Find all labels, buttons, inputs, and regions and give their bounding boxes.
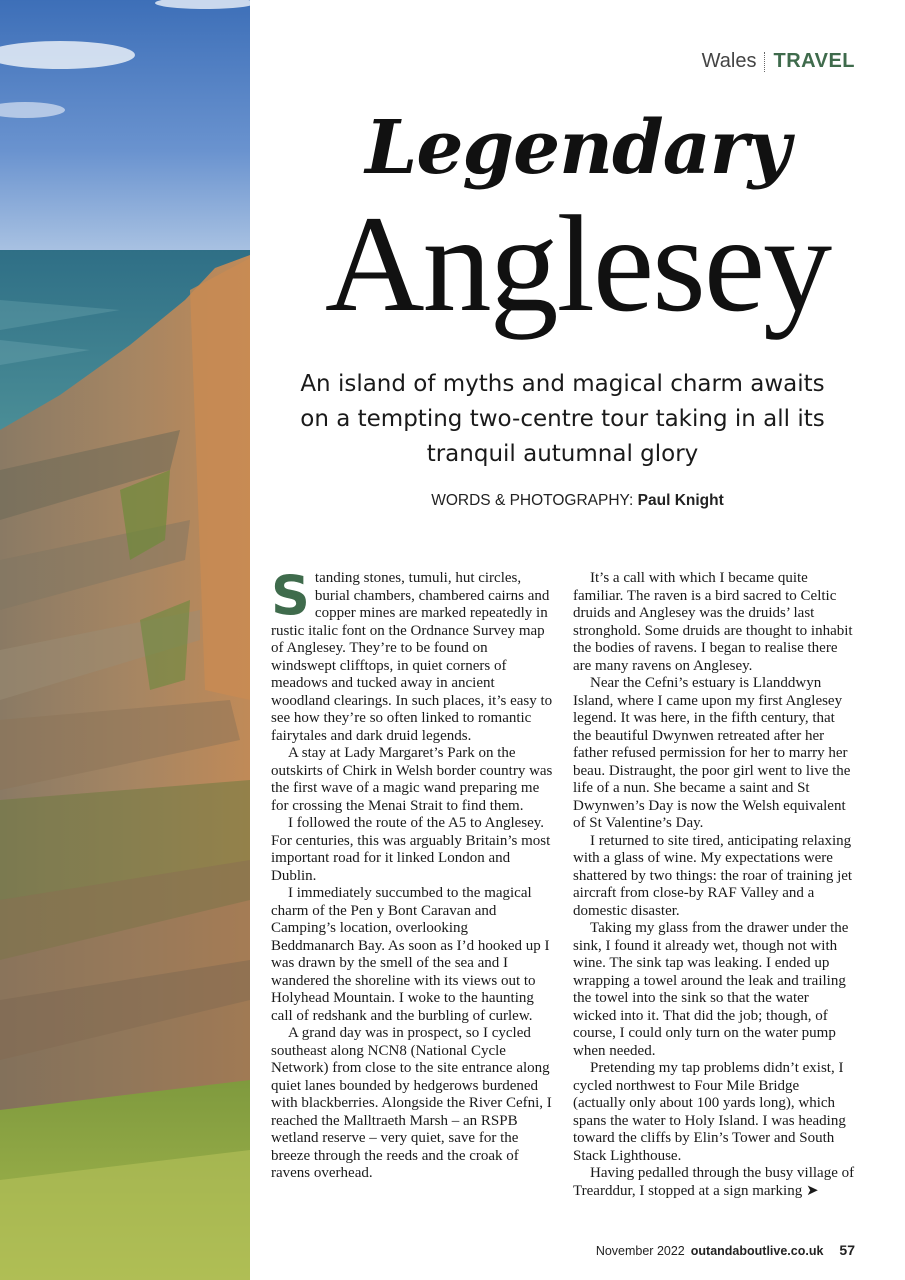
body-paragraph: Pretending my tap problems didn’t exist, I cycled northwest to Four Mile Bridge (actually only about 100 yards long), which spans the water to Holy Island. I was heading toward the cliffs by Elin’s Tower and South Stack Lighthouse. [573, 1060, 846, 1164]
body-paragraph: It’s a call with which I became quite familiar. The raven is a bird sacred to Celtic druids and Anglesey was the druids’ last stronghold. Some druids are thought to inhabit the bodies of ravens. I began to realise there are many ravens on Anglesey. [573, 570, 853, 674]
section-tag [702, 50, 855, 73]
body-paragraph: Standing stones, tumuli, hut circles, burial chambers, chambered cairns and copper mines are marked repeatedly in rustic italic font on the Ordnance Survey map of Anglesey. They’re to be found on windswept clifftops, in quiet corners of meadows and tucked away in ancient woodland clearings. In such places, it’s easy to see how they’re so often linked to romantic fairytales and dark druid legends. [271, 564, 553, 744]
byline [250, 492, 905, 510]
standfirst: An island of myths and magical charm awaits on a tempting two-centre tour taking in all its tranquil autumnal glory [300, 371, 825, 467]
body-paragraph: Near the Cefni’s estuary is Llanddwyn Island, where I came upon my first Anglesey legend. It was here, in the fifth century, that the beautiful Dwynwen retreated after her father refused permission for her to marry her beau. Distraught, the poor girl went to live the life of a nun. She became a saint and St Dwynwen’s Day is now the Welsh equivalent of St Valentine’s Day. [573, 675, 851, 831]
cover-photo-cliffs [0, 0, 250, 1280]
page-footer [596, 1242, 855, 1258]
body-paragraph: I immediately succumbed to the magical charm of the Pen y Bont Caravan and Camping’s location, overlooking Beddmanarch Bay. As soon as I’d hooked up I was drawn by the smell of the sea and I wandered the shoreline with its views out to Holyhead Mountain. I woke to the haunting call of redshank and the burbling of curlew. [271, 885, 550, 1024]
headline-kicker: Legendary [365, 105, 790, 191]
section-label: TRAVEL [773, 50, 855, 72]
body-paragraph: I followed the route of the A5 to Anglesey. For centuries, this was arguably Britain’s most important road for it linked London and Dublin. [271, 815, 551, 884]
body-paragraph: Having pedalled through the busy village of Trearddur, I stopped at a sign marking ➤ [573, 1165, 855, 1199]
website-link[interactable]: outandaboutlive.co.uk [690, 1244, 824, 1258]
body-column-2 [573, 570, 855, 1200]
body-paragraph: A grand day was in prospect, so I cycled southeast along NCN8 (National Cycle Network) from close to the site entrance along quiet lanes bounded by hedgerows burdened with blackberries. Alongside the River Cefni, I reached the Malltraeth Marsh – an RSPB wetland reserve – very quiet, save for the breeze through the reeds and the croak of ravens overhead. [271, 1025, 552, 1181]
region-label: Wales [701, 50, 757, 72]
page-number: 57 [839, 1242, 855, 1258]
byline-label: WORDS & PHOTOGRAPHY: [431, 492, 634, 509]
body-paragraph: Taking my glass from the drawer under the sink, I found it already wet, though not with wine. The sink tap was leaking. I ended up wrapping a towel around the leak and trailing the towel into the sink so that the water wicked into it. That did the job; though, of course, I could only turn on the water pump when needed. [573, 920, 849, 1059]
drop-cap: S [271, 564, 310, 627]
body-paragraph: I returned to site tired, anticipating relaxing with a glass of wine. My expectations were shattered by two things: the roar of training jet aircraft from close-by RAF Valley and a domestic disaster. [573, 832, 853, 919]
body-paragraph: A stay at Lady Margaret’s Park on the outskirts of Chirk in Welsh border country was the first wave of a magic wand preparing me for crossing the Menai Strait to find them. [271, 745, 553, 814]
headline-title: Anglesey [324, 187, 831, 340]
issue-date: November 2022 [595, 1244, 685, 1258]
byline-author: Paul Knight [637, 492, 724, 509]
section-divider [764, 52, 765, 72]
body-column-1 [271, 564, 553, 1183]
